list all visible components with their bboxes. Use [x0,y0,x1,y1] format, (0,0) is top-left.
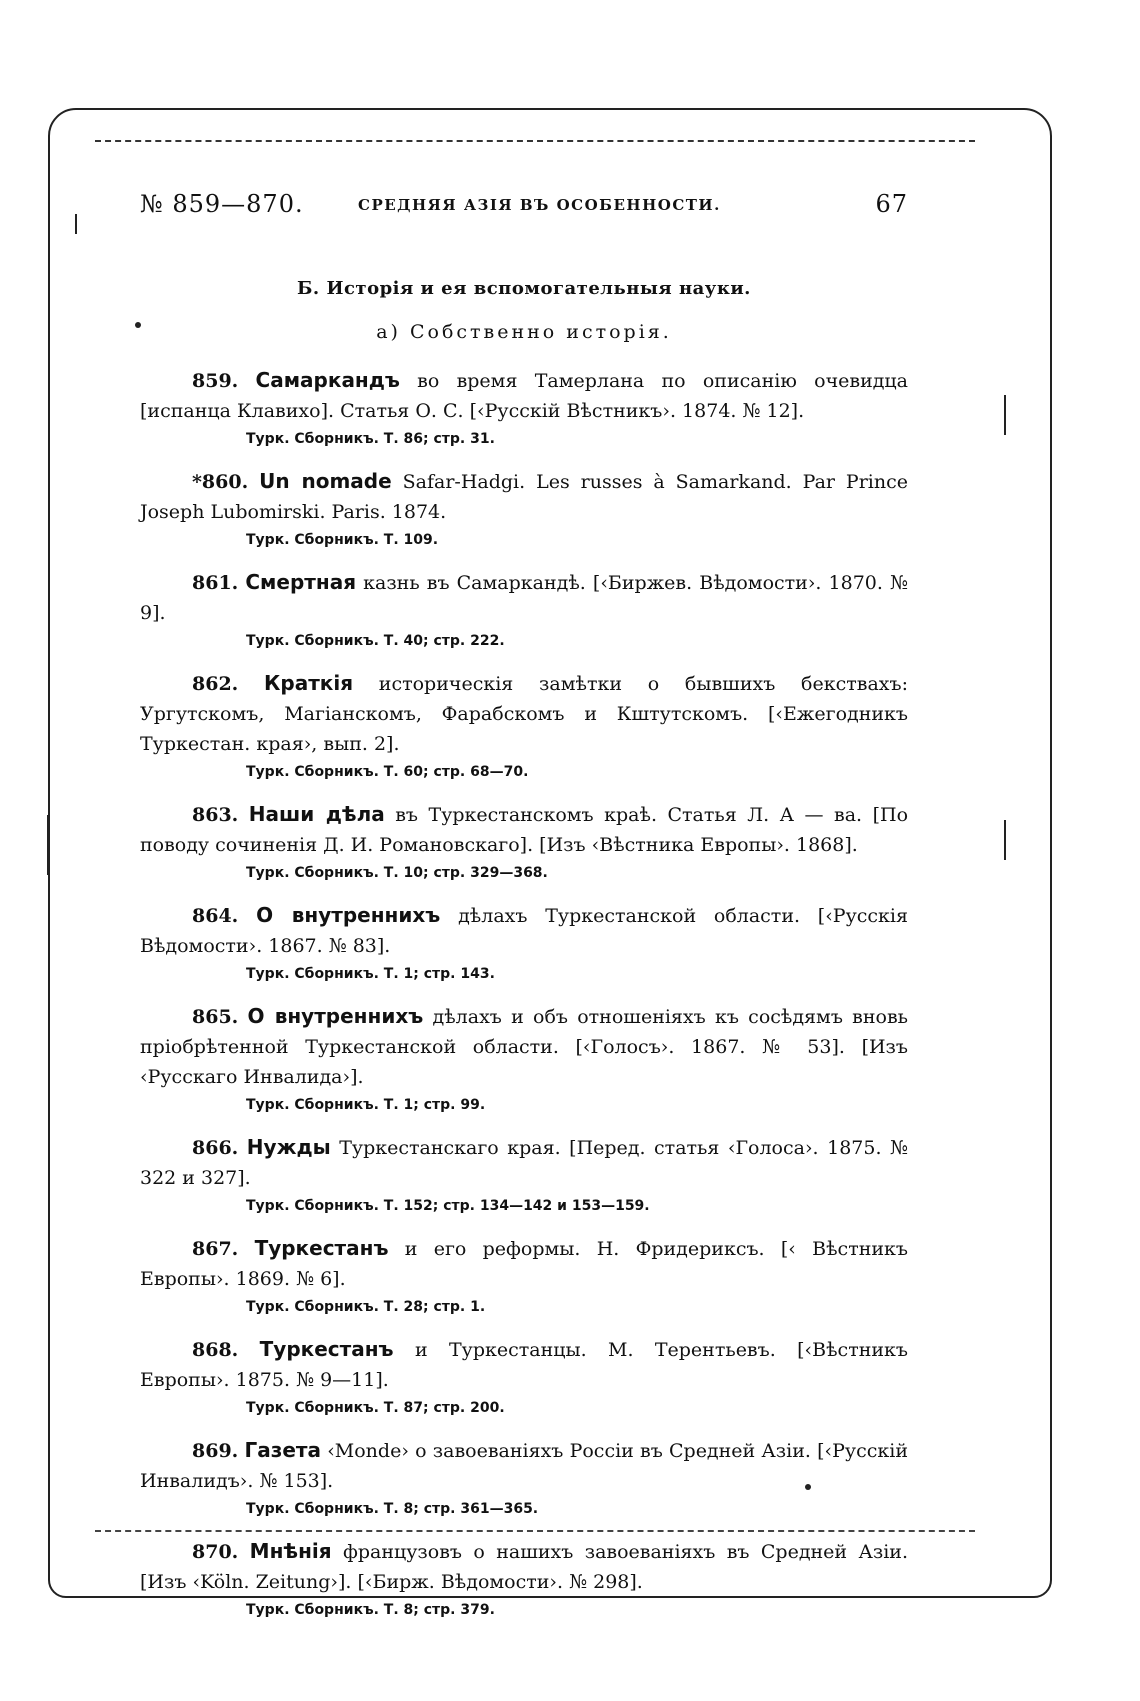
entry-text [140,1334,908,1395]
entry-description: Safar-Hadgi. Les russes à Samarkand. Par Prince Joseph Lubomirski. Paris. 1874. [140,471,908,523]
entry-source: Турк. Сборникъ. Т. 86; стр. 31. [246,431,495,447]
entry-keyword: Un nomade [259,469,392,493]
entry-source: Турк. Сборникъ. Т. 28; стр. 1. [246,1299,486,1315]
entry-text [140,365,908,426]
entry-number: 864. [192,905,239,927]
entry-description: дѣлахъ Туркестанской области. [‹Русскія Вѣдомости›. 1867. № 83]. [140,905,908,957]
entry-text [140,466,908,527]
list-item [140,1536,908,1623]
entry-number: 863. [192,804,239,826]
entry-keyword: Туркестанъ [254,1236,389,1260]
section-title: Б. Исторія и ея вспомогательныя науки. [297,278,751,299]
entry-description: историческія замѣтки о бывшихъ бекствахъ: Ургутскомъ, Магіанскомъ, Фарабскомъ и Кштутскомъ. [‹Ежегодникъ Туркестан. края›, вып. 2]. [140,673,908,755]
entry-description: и его реформы. Н. Фридериксъ. [‹ Вѣстникъ Европы›. 1869. № 6]. [140,1238,908,1290]
entry-keyword: О внутреннихъ [247,1004,424,1028]
running-title: СРЕДНЯЯ АЗІЯ ВЪ ОСОБЕННОСТИ. [358,196,721,214]
list-item [140,799,908,886]
entry-text [140,1001,908,1092]
margin-mark [1004,820,1006,860]
entry-number: 869. [192,1440,239,1462]
entry-keyword: Смертная [245,570,357,594]
entry-text [140,1233,908,1294]
entry-number: *860. [192,471,249,493]
entry-description: въ Туркестанскомъ краѣ. Статья Л. А — ва. [По поводу сочиненія Д. И. Романовскаго]. [Изъ ‹Вѣстника Европы›. 1868]. [140,804,909,856]
entry-source: Турк. Сборникъ. Т. 8; стр. 361—365. [246,1501,539,1517]
entry-number: 862. [192,673,239,695]
list-item [140,466,908,553]
entry-source: Турк. Сборникъ. Т. 40; стр. 222. [246,633,505,649]
top-dashed-rule [95,140,975,142]
list-item [140,1233,908,1320]
entry-number: 859. [192,370,239,392]
entry-source: Турк. Сборникъ. Т. 152; стр. 134—142 и 153—159. [246,1198,650,1214]
list-item [140,1001,908,1118]
bibliography-list [140,365,908,1623]
entry-description: во время Тамерлана по описанію очевидца [испанца Клавихо]. Статья О. С. [‹Русскій Вѣстникъ›. 1874. № 12]. [140,370,908,422]
subsection-title: а) Собственно исторія. [376,321,672,343]
entry-keyword: Нужды [246,1135,331,1159]
entry-source: Турк. Сборникъ. Т. 10; стр. 329—368. [246,865,548,881]
list-item [140,668,908,785]
entry-text [140,668,908,759]
list-item [140,1435,908,1522]
list-item [140,365,908,452]
entry-text [140,900,908,961]
entry-keyword: Мнѣнія [249,1539,332,1563]
margin-mark [75,214,77,234]
entry-description: дѣлахъ и объ отношеніяхъ къ сосѣдямъ вновь пріобрѣтенной Туркестанской области. [‹Голосъ›. 1867. № 53]. [Изъ ‹Русскаго Инвалида›]. [140,1006,908,1088]
entry-keyword: Самаркандъ [255,368,400,392]
entry-keyword: Наши дѣла [248,802,385,826]
page-number: 67 [875,190,908,218]
entry-source: Турк. Сборникъ. Т. 87; стр. 200. [246,1400,505,1416]
entry-text [140,799,908,860]
book-page [140,190,908,1637]
entry-description: Туркестанскаго края. [Перед. статья ‹Голоса›. 1875. № 322 и 327]. [140,1137,908,1189]
entry-source: Турк. Сборникъ. Т. 109. [246,532,439,548]
entry-keyword: Газета [244,1438,321,1462]
entry-source: Турк. Сборникъ. Т. 8; стр. 379. [246,1602,495,1618]
entry-description: французовъ о нашихъ завоеваніяхъ въ Средней Азіи. [Изъ ‹Köln. Zeitung›]. [‹Бирж. Вѣдомости›. № 298]. [140,1541,908,1593]
entry-keyword: Туркестанъ [259,1337,394,1361]
entry-text [140,1435,908,1496]
entry-description: ‹Monde› о завоеваніяхъ Россіи въ Средней Азіи. [‹Русскій Инвалидъ›. № 153]. [140,1440,908,1492]
entry-source: Турк. Сборникъ. Т. 60; стр. 68—70. [246,764,529,780]
entry-source: Турк. Сборникъ. Т. 1; стр. 99. [246,1097,486,1113]
entry-keyword: О внутреннихъ [256,903,441,927]
entry-number: 866. [192,1137,239,1159]
entry-number: 861. [192,572,239,594]
entry-number: 870. [192,1541,239,1563]
entry-range: № 859—870. [140,190,304,218]
entry-description: казнь въ Самаркандѣ. [‹Биржев. Вѣдомости›. 1870. № 9]. [140,572,908,624]
running-header [140,190,908,230]
entry-keyword: Краткія [264,671,354,695]
entry-description: и Туркестанцы. М. Терентьевъ. [‹Вѣстникъ Европы›. 1875. № 9—11]. [140,1339,908,1391]
list-item [140,1334,908,1421]
entry-number: 868. [192,1339,239,1361]
entry-number: 865. [192,1006,239,1028]
list-item [140,900,908,987]
entry-text [140,1536,908,1597]
entry-text [140,1132,908,1193]
margin-mark [47,815,49,875]
list-item [140,1132,908,1219]
list-item [140,567,908,654]
entry-number: 867. [192,1238,239,1260]
entry-text [140,567,908,628]
margin-mark [1004,395,1006,435]
entry-source: Турк. Сборникъ. Т. 1; стр. 143. [246,966,495,982]
